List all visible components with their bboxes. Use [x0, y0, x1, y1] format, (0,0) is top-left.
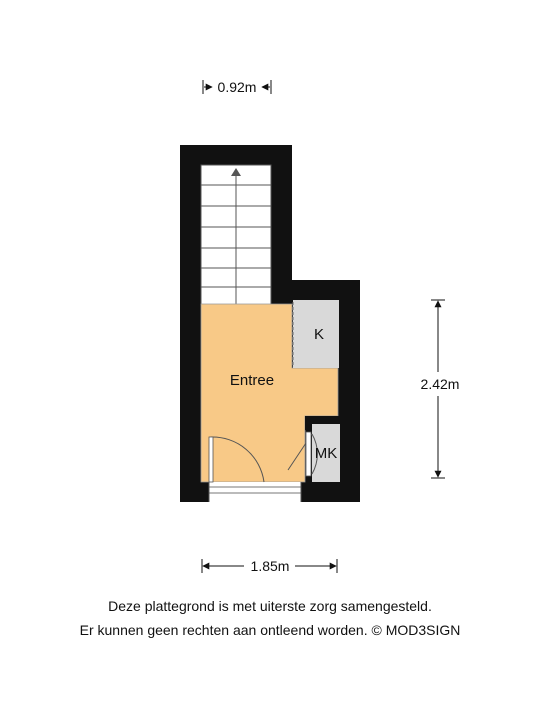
- front-door-leaf: [209, 437, 213, 482]
- mk-door-frame: [306, 432, 311, 476]
- room-label-kast: K: [313, 326, 325, 343]
- dimension-top-label: 0.92m: [217, 79, 257, 95]
- room-label-entree: Entree: [229, 372, 275, 389]
- meterkast-wall-top: [305, 416, 340, 424]
- disclaimer-line-2: Er kunnen geen rechten aan ontleend worden. © MOD3SIGN: [79, 622, 461, 638]
- entrance-opening: [209, 482, 301, 502]
- disclaimer-line-1: Deze plattegrond is met uiterste zorg samengesteld.: [108, 598, 432, 614]
- dimension-right-label: 2.42m: [420, 376, 460, 392]
- room-label-meterkast: MK: [314, 445, 338, 462]
- dimension-bottom-label: 1.85m: [250, 558, 290, 574]
